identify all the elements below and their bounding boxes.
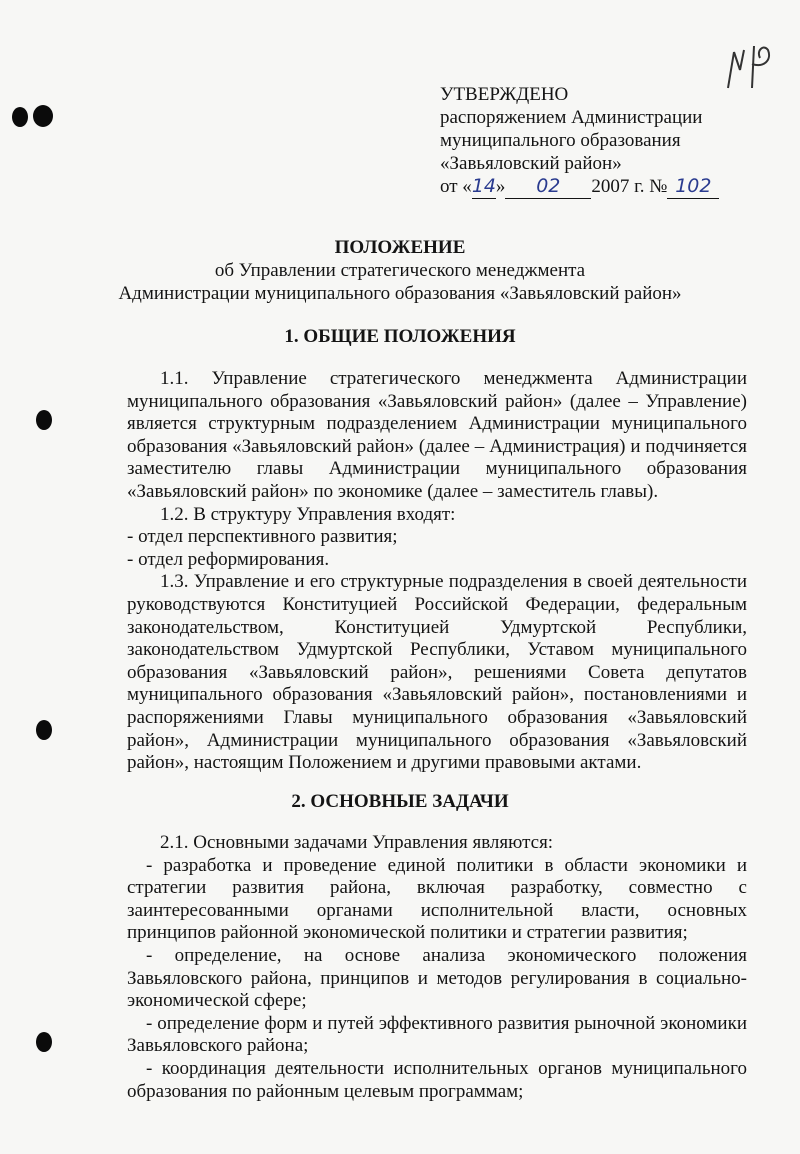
section-1-title: 1. ОБЩИЕ ПОЛОЖЕНИЯ — [284, 326, 516, 347]
approval-day: 14 — [471, 175, 496, 197]
list-item: - разработка и проведение единой политики в области экономики и стратегии развития района, включая разработку, совместно с заинтересованными органами исполнительной власти, основных принципов районной экономической политики и стратегии развития; — [127, 854, 747, 944]
paragraph: 2.1. Основными задачами Управления являются: — [160, 832, 554, 853]
section-1-body — [127, 368, 747, 775]
binder-hole — [36, 720, 52, 740]
approval-number: 102 — [667, 175, 719, 199]
list-item: - определение форм и путей эффективного развития рыночной экономики Завьяловского района; — [127, 1012, 747, 1057]
binder-hole — [33, 105, 53, 127]
binder-hole — [36, 410, 52, 430]
paragraph: 1.1. Управление стратегического менеджмента Администрации муниципального образования «Завьяловский район» (далее – Управление) является структурным подразделением Администрации муниципального образования «Завьяловский район» (далее – Администрация) и подчиняется заместителю главы Администрации муниципального образования «Завьяловский район» по экономике (далее – заместитель главы). — [127, 368, 747, 502]
document-title — [0, 236, 800, 305]
approval-title: УТВЕРЖДЕНО — [440, 84, 569, 105]
approval-month: 02 — [505, 175, 591, 199]
list-item: - определение, на основе анализа экономического положения Завьяловского района, принципов и методов регулирования в социально-экономической сфере; — [127, 944, 747, 1012]
approval-block — [440, 83, 719, 199]
section-2-title: 2. ОСНОВНЫЕ ЗАДАЧИ — [291, 791, 509, 812]
title-line: Администрации муниципального образования «Завьяловский район» — [118, 283, 682, 304]
binder-hole — [36, 1032, 52, 1052]
handwritten-page-number — [724, 42, 776, 92]
paragraph: 1.2. В структуру Управления входят: — [160, 503, 456, 525]
approval-line: муниципального образования — [440, 130, 681, 151]
approval-line: распоряжением Администрации — [440, 107, 703, 128]
list-item: - отдел реформирования. — [127, 548, 330, 570]
section-2-body — [127, 832, 747, 1103]
title-line: об Управлении стратегического менеджмента — [214, 260, 586, 281]
list-item: - отдел перспективного развития; — [127, 526, 398, 548]
approval-date-line: от «14» 02 2007 г. № 102 — [440, 175, 719, 199]
list-item: - координация деятельности исполнительных органов муниципального образования по районным целевым программам; — [127, 1057, 747, 1102]
paragraph: 1.3. Управление и его структурные подразделения в своей деятельности руководствуются Конституцией Российской Федерации, федеральным законодательством, Конституцией Удмуртской Республики, законодательством Удмуртской Республики, Уставом муниципального образования «Завьяловский район», решениями Совета депутатов муниципального образования «Завьяловский район», постановлениями и распоряжениями Главы муниципального образования «Завьяловский район», Администрации муниципального образования «Завьяловский район», настоящим Положением и другими правовыми актами. — [127, 571, 747, 774]
approval-line: «Завьяловский район» — [440, 153, 622, 174]
title-heading: ПОЛОЖЕНИЕ — [334, 237, 466, 258]
binder-hole — [12, 107, 28, 127]
